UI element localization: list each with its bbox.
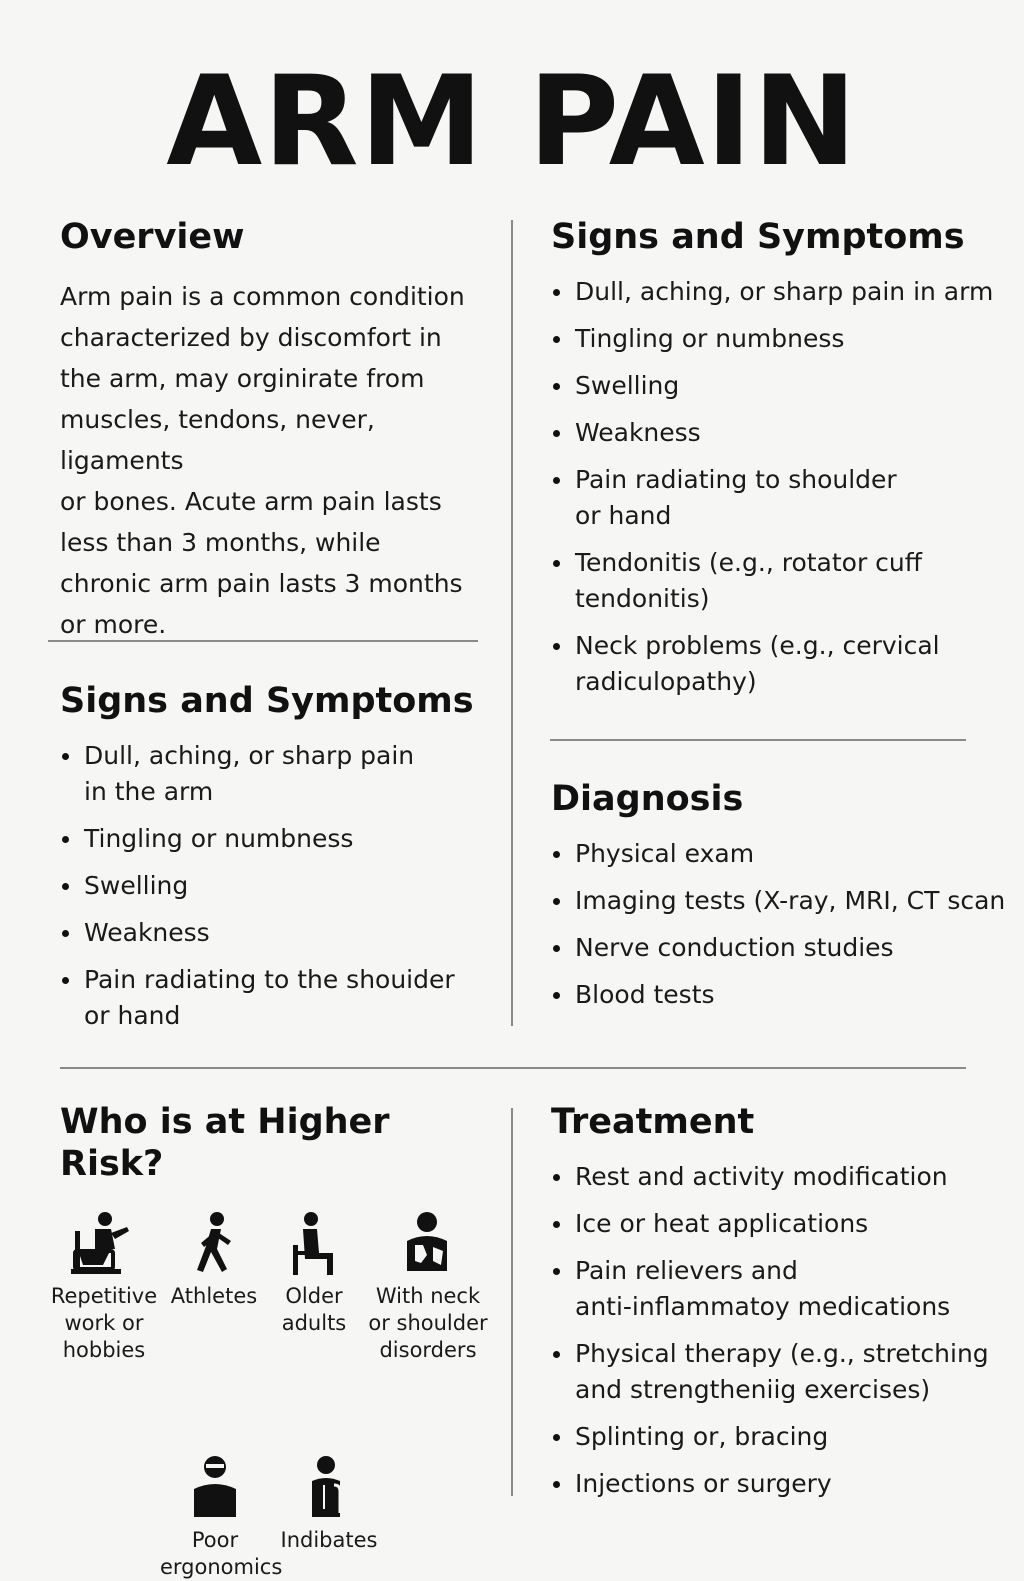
overview-line: the arm, may orginirate from	[60, 364, 425, 393]
overview-line: Arm pain is a common condition	[60, 282, 465, 311]
list-item: Neck problems (e.g., cervical radiculopathy)	[551, 628, 1011, 700]
signs-left-heading: Signs and Symptoms	[60, 681, 474, 721]
list-item: Pain relievers and anti-inflammatoy medications	[551, 1253, 1011, 1325]
overview-heading: Overview	[60, 217, 245, 257]
list-item: Tingling or numbness	[60, 821, 500, 857]
risk-group-indibates	[274, 1455, 384, 1554]
signs-right-list	[551, 274, 1011, 700]
risk-label: Repetitive work or hobbies	[50, 1284, 158, 1362]
risk-group-older-adults	[264, 1211, 364, 1337]
list-item: Nerve conduction studies	[551, 930, 1011, 966]
overview-section	[60, 216, 500, 645]
person-at-desk-icon	[69, 1211, 139, 1277]
list-item: Physical exam	[551, 836, 1011, 872]
list-item: Imaging tests (X-ray, MRI, CT scan	[551, 883, 1011, 919]
list-item: Dull, aching, or sharp pain in the arm	[60, 738, 500, 810]
overview-line: less than 3 months, while	[60, 528, 381, 557]
risk-group-repetitive-work	[44, 1211, 164, 1364]
treatment-list	[551, 1159, 1011, 1502]
list-item: Ice or heat applications	[551, 1206, 1011, 1242]
list-item: Injections or surgery	[551, 1466, 1011, 1502]
list-item: Blood tests	[551, 977, 1011, 1013]
list-item: Tingling or numbness	[551, 321, 1011, 357]
walking-person-icon	[179, 1211, 249, 1277]
signs-right-section	[551, 216, 1011, 711]
list-item: Physical therapy (e.g., stretching and strengtheniig exercises)	[551, 1336, 1011, 1408]
diagnosis-list	[551, 836, 1011, 1013]
list-item: Dull, aching, or sharp pain in arm	[551, 274, 1011, 310]
list-item: Tendonitis (e.g., rotator cuff tendonitis)	[551, 545, 1011, 617]
signs-left-section	[60, 680, 500, 1045]
column-divider-top	[511, 220, 513, 1026]
signs-left-list	[60, 738, 500, 1034]
overview-line: or more.	[60, 610, 167, 639]
signs-divider	[550, 739, 966, 741]
list-item: Pain radiating to the shouider or hand	[60, 962, 500, 1034]
risk-group-poor-ergonomics	[160, 1455, 283, 1581]
risk-label: Indibates	[280, 1528, 378, 1552]
treatment-heading: Treatment	[551, 1102, 755, 1142]
person-poor-posture-icon	[180, 1455, 250, 1521]
section-divider	[60, 1067, 966, 1069]
overview-line: characterized by discomfort in	[60, 323, 442, 352]
risk-label: Athletes	[170, 1284, 258, 1308]
list-item: Weakness	[60, 915, 500, 951]
risk-label: Older adults	[281, 1284, 347, 1335]
list-item: Swelling	[551, 368, 1011, 404]
risk-heading: Who is at Higher Risk?	[60, 1102, 390, 1184]
risk-group-neck-shoulder	[368, 1211, 488, 1364]
person-shoulder-pain-icon	[393, 1211, 463, 1277]
risk-group-athletes	[164, 1211, 264, 1310]
column-divider-bottom	[511, 1108, 513, 1496]
overview-text	[60, 276, 500, 645]
list-item: Splinting or, bracing	[551, 1419, 1011, 1455]
overview-line: or bones. Acute arm pain lasts	[60, 487, 442, 516]
seated-older-person-icon	[279, 1211, 349, 1277]
overview-line: chronic arm pain lasts 3 months	[60, 569, 463, 598]
risk-section	[50, 1101, 500, 1579]
signs-right-heading: Signs and Symptoms	[551, 217, 965, 257]
list-item: Rest and activity modification	[551, 1159, 1011, 1195]
diagnosis-section	[551, 778, 1011, 1024]
treatment-section	[551, 1101, 1011, 1513]
diagnosis-heading: Diagnosis	[551, 779, 744, 819]
risk-label: Poor ergonomics	[160, 1528, 283, 1579]
risk-grid	[50, 1211, 500, 1579]
page-title: ARM PAIN	[166, 50, 858, 194]
list-item: Swelling	[60, 868, 500, 904]
risk-label: With neck or shoulder disorders	[368, 1284, 488, 1362]
list-item: Weakness	[551, 415, 1011, 451]
list-item: Pain radiating to shoulder or hand	[551, 462, 1011, 534]
overview-line: muscles, tendons, never, ligaments	[60, 405, 375, 475]
person-with-cane-icon	[294, 1455, 364, 1521]
